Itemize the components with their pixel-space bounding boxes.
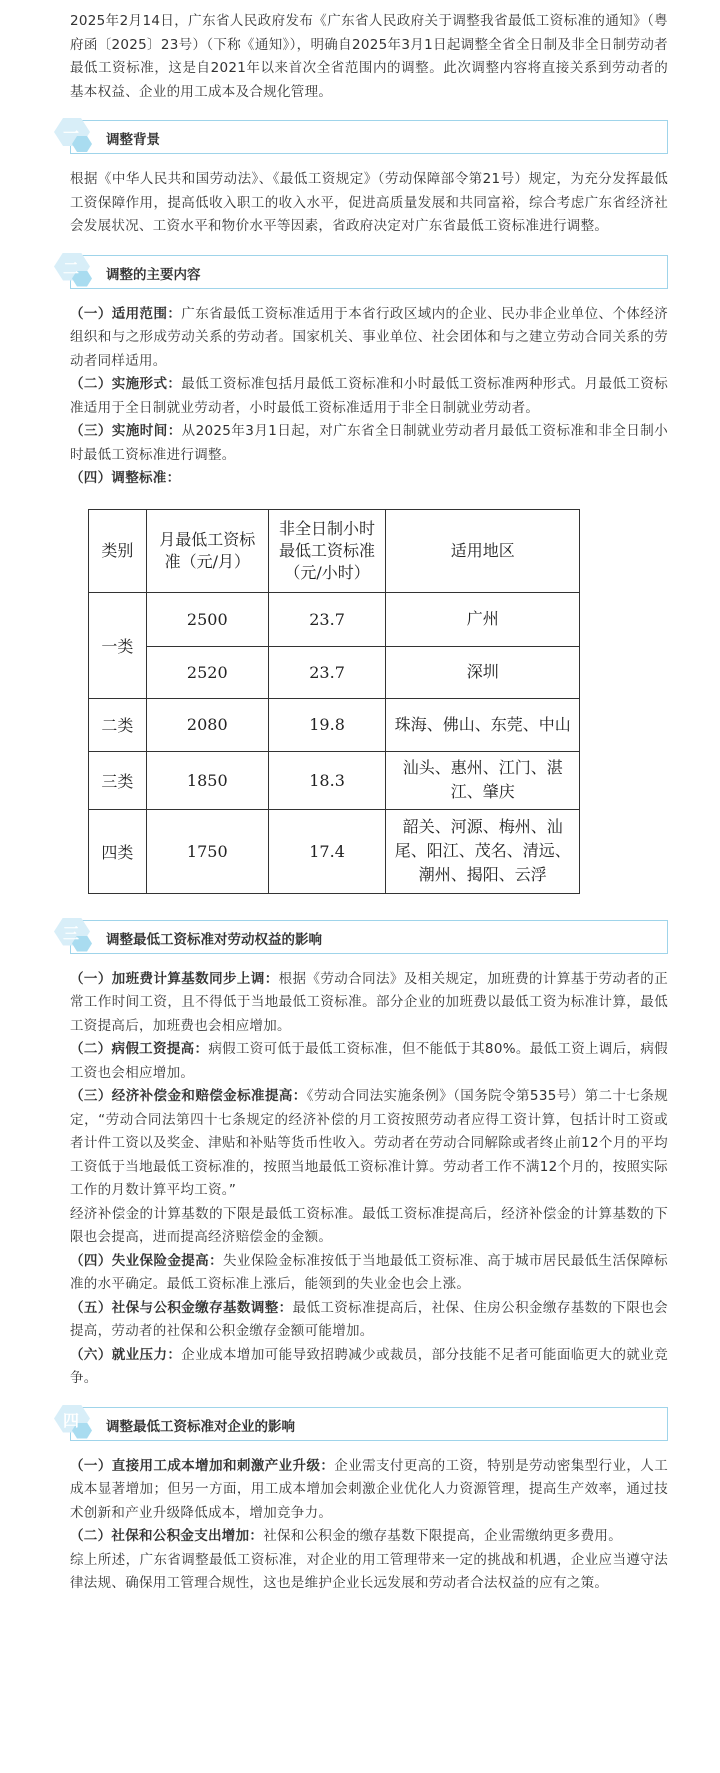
- category-cell: 一类: [89, 592, 147, 698]
- section-title: 调整的主要内容: [106, 266, 201, 283]
- background-paragraph: 根据《中华人民共和国劳动法》、《最低工资规定》（劳动保障部令第21号）规定，为充分发挥最低工资保障作用，提高低收入职工的收入水平，促进高质量发展和共同富裕，综合考虑广东省经济社会发展状况、工资水平和物价水平等因素，省政府决定对广东省最低工资标准进行调整。: [70, 171, 668, 234]
- labor-item: （四）失业保险金提高：失业保险金标准按低于当地最低工资标准、高于城市居民最低生活保障标准的水平确定。最低工资标准上涨后，能领到的失业金也会上涨。: [70, 1252, 668, 1292]
- table-row: [89, 646, 580, 698]
- conclusion-paragraph: 综上所述，广东省调整最低工资标准，对企业的用工管理带来一定的挑战和机遇，企业应当遵守法律法规、确保用工管理合规性，这也是维护企业长远发展和劳动者合法权益的应有之策。: [70, 1551, 668, 1591]
- hourly-cell: 19.8: [268, 698, 386, 751]
- header-region: 适用地区: [386, 509, 580, 592]
- header-monthly: 月最低工资标准（元/月）: [146, 509, 268, 592]
- monthly-cell: 2080: [146, 698, 268, 751]
- hexagon-badge-icon: 二: [54, 251, 94, 291]
- section-header-enterprise-impact: [62, 1407, 668, 1441]
- hourly-cell: 18.3: [268, 751, 386, 809]
- table-header-row: [89, 509, 580, 592]
- content-item: （三）实施时间：从2025年3月1日起，对广东省全日制就业劳动者月最低工资标准和非全日制小时最低工资标准进行调整。: [70, 423, 668, 463]
- header-hourly: 非全日制小时最低工资标准（元/小时）: [268, 509, 386, 592]
- region-cell: 广州: [386, 592, 580, 646]
- category-cell: 二类: [89, 698, 147, 751]
- labor-item: （三）经济补偿金和赔偿金标准提高：《劳动合同法实施条例》（国务院令第535号）第二十七条规定，“劳动合同法第四十七条规定的经济补偿的月工资按照劳动者应得工资计算，包括计时工资或者计件工资以及奖金、津贴和补贴等货币性收入。劳动者在劳动合同解除或者终止前12个月的平均工资低于当地最低工资标准的，按照当地最低工资标准计算。劳动者工作不满12个月的，按照实际工作的月数计算平均工资。”: [70, 1088, 668, 1198]
- content-item: （二）实施形式：最低工资标准包括月最低工资标准和小时最低工资标准两种形式。月最低工资标准适用于全日制就业劳动者，小时最低工资标准适用于非全日制就业劳动者。: [70, 376, 668, 416]
- section-header-main-content: [62, 255, 668, 289]
- region-cell: 汕头、惠州、江门、湛江、肇庆: [386, 751, 580, 809]
- content-item: （四）调整标准：: [70, 470, 181, 486]
- hourly-cell: 23.7: [268, 592, 386, 646]
- hourly-cell: 23.7: [268, 646, 386, 698]
- intro-paragraph: 2025年2月14日，广东省人民政府发布《广东省人民政府关于调整我省最低工资标准的通知》（粤府函〔2025〕23号）（下称《通知》），明确自2025年3月1日起调整全省全日制及非全日制劳动者最低工资标准，这是自2021年以来首次全省范围内的调整。此次调整内容将直接关系到劳动者的基本权益、企业的用工成本及合规化管理。: [70, 13, 668, 100]
- content-item: （一）适用范围：广东省最低工资标准适用于本省行政区域内的企业、民办非企业单位、个体经济组织和与之形成劳动关系的劳动者。国家机关、事业单位、社会团体和与之建立劳动合同关系的劳动者同样适用。: [70, 305, 668, 369]
- section-title: 调整背景: [106, 132, 160, 148]
- section-title: 调整最低工资标准对劳动权益的影响: [106, 931, 322, 948]
- monthly-cell: 1850: [146, 751, 268, 809]
- region-cell: 深圳: [386, 646, 580, 698]
- hexagon-badge-icon: 三: [54, 916, 94, 956]
- table-row: [89, 809, 580, 893]
- hourly-cell: 17.4: [268, 809, 386, 893]
- region-cell: 韶关、河源、梅州、汕尾、阳江、茂名、清远、潮州、揭阳、云浮: [386, 809, 580, 893]
- monthly-cell: 2520: [146, 646, 268, 698]
- labor-item: （一）加班费计算基数同步上调：根据《劳动合同法》及相关规定，加班费的计算基于劳动者的正常工作时间工资，且不得低于当地最低工资标准。部分企业的加班费以最低工资为标准计算，最低工资提高后，加班费也会相应增加。: [70, 970, 668, 1034]
- labor-item: （二）病假工资提高：病假工资可低于最低工资标准，但不能低于其80%。最低工资上调后，病假工资也会相应增加。: [70, 1041, 668, 1081]
- monthly-cell: 2500: [146, 592, 268, 646]
- monthly-cell: 1750: [146, 809, 268, 893]
- labor-item: （六）就业压力：企业成本增加可能导致招聘减少或裁员，部分技能不足者可能面临更大的就业竞争。: [70, 1346, 668, 1386]
- category-cell: 四类: [89, 809, 147, 893]
- labor-item: （五）社保与公积金缴存基数调整：最低工资标准提高后，社保、住房公积金缴存基数的下限也会提高，劳动者的社保和公积金缴存金额可能增加。: [70, 1299, 668, 1339]
- region-cell: 珠海、佛山、东莞、中山: [386, 698, 580, 751]
- wage-table: [88, 509, 580, 894]
- table-row: [89, 751, 580, 809]
- section-title: 调整最低工资标准对企业的影响: [106, 1418, 295, 1435]
- labor-item: 经济补偿金的计算基数的下限是最低工资标准。最低工资标准提高后，经济补偿金的计算基数的下限也会提高，进而提高经济赔偿金的金额。: [70, 1205, 668, 1245]
- table-row: [89, 698, 580, 751]
- hexagon-badge-icon: 一: [54, 116, 94, 156]
- section-header-labor-impact: [62, 920, 668, 954]
- hexagon-badge-icon: 四: [54, 1403, 94, 1443]
- enterprise-item: （二）社保和公积金支出增加：社保和公积金的缴存基数下限提高，企业需缴纳更多费用。: [70, 1528, 623, 1544]
- table-row: [89, 592, 580, 646]
- category-cell: 三类: [89, 751, 147, 809]
- header-category: 类别: [89, 509, 147, 592]
- enterprise-item: （一）直接用工成本增加和刺激产业升级：企业需支付更高的工资，特别是劳动密集型行业，人工成本显著增加；但另一方面，用工成本增加会刺激企业优化人力资源管理，提高生产效率，通过技术创新和产业升级降低成本，增加竞争力。: [70, 1457, 668, 1521]
- section-header-background: [62, 120, 668, 154]
